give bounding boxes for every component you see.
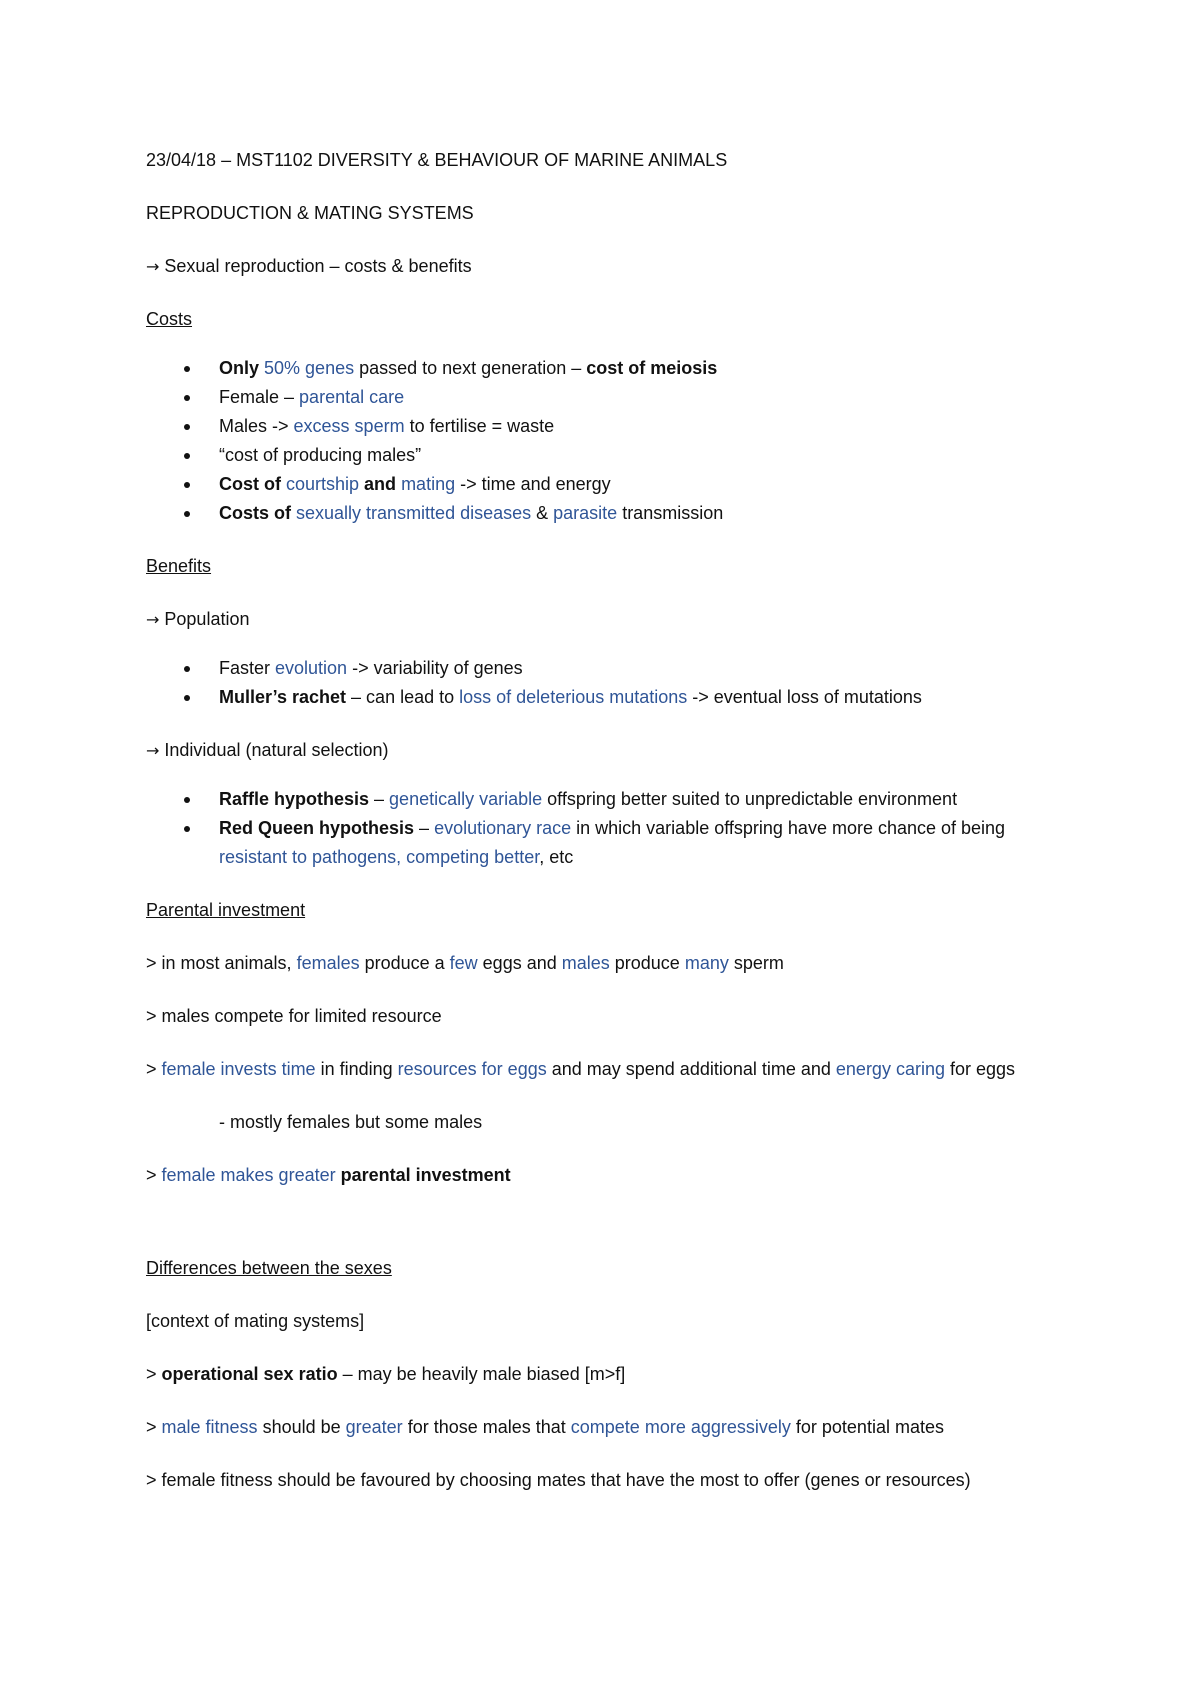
- text-run: Red Queen hypothesis: [219, 818, 415, 838]
- text-run: [context of mating systems]: [146, 1311, 365, 1331]
- text-run: transmission: [617, 503, 724, 523]
- list-item: [146, 383, 1066, 412]
- text-run: mating: [401, 474, 456, 494]
- bullet-icon: [184, 482, 190, 488]
- text-run: resistant to pathogens, competing better: [219, 847, 540, 867]
- text-run: should be: [257, 1417, 346, 1437]
- text-run: greater: [345, 1417, 403, 1437]
- text-run: Only: [219, 358, 265, 378]
- text-run: for those males that: [402, 1417, 571, 1437]
- bullet-icon: [184, 695, 190, 701]
- text-run: Faster: [219, 658, 276, 678]
- text-run: females: [296, 953, 360, 973]
- section-title: REPRODUCTION & MATING SYSTEMS: [146, 203, 474, 223]
- note-line: [146, 1002, 1066, 1031]
- text-run: sexually transmitted diseases: [296, 503, 532, 523]
- text-run: &: [531, 503, 554, 523]
- bullet-icon: [184, 797, 190, 803]
- text-run: Cost of: [219, 474, 286, 494]
- text-run: many: [684, 953, 729, 973]
- text-run: loss of deleterious mutations: [459, 687, 688, 707]
- text-run: –: [369, 789, 390, 809]
- list-item: [146, 654, 1066, 683]
- population-line: [146, 605, 1066, 634]
- intro-text: Sexual reproduction – costs & benefits: [159, 256, 472, 276]
- text-run: males: [561, 953, 610, 973]
- indent-note: - mostly females but some males: [219, 1112, 483, 1132]
- text-run: and may spend additional time and: [546, 1059, 836, 1079]
- text-run: produce: [609, 953, 685, 973]
- text-run: offspring better suited to unpredictable environment: [542, 789, 958, 809]
- text-run: -> variability of genes: [347, 658, 523, 678]
- text-run: in which variable offspring have more chance of being: [571, 818, 1006, 838]
- text-run: evolutionary race: [434, 818, 572, 838]
- intro-line: [146, 252, 1066, 281]
- bullet-icon: [184, 395, 190, 401]
- list-item: [146, 470, 1066, 499]
- list-item: [146, 499, 1066, 528]
- text-run: cost of meiosis: [586, 358, 718, 378]
- text-run: for eggs: [944, 1059, 1016, 1079]
- population-text: Population: [159, 609, 250, 629]
- list-item: [146, 785, 1066, 814]
- note-line: [146, 1413, 1066, 1442]
- text-run: – can lead to: [346, 687, 460, 707]
- text-run: > female fitness should be favoured by choosing mates that have the most to offer (genes or resources): [146, 1470, 971, 1490]
- text-run: 50% genes: [264, 358, 355, 378]
- text-run: > in most animals,: [146, 953, 297, 973]
- text-run: -> eventual loss of mutations: [687, 687, 922, 707]
- text-run: >: [146, 1059, 162, 1079]
- text-run: excess sperm: [293, 416, 405, 436]
- costs-heading: Costs: [146, 309, 193, 329]
- text-run: operational sex ratio: [161, 1364, 338, 1384]
- spacer: [146, 1214, 1066, 1254]
- text-run: Costs of: [219, 503, 297, 523]
- arrow-right-icon: →: [146, 257, 160, 276]
- text-run: sperm: [728, 953, 784, 973]
- individual-line: [146, 736, 1066, 765]
- list-item: [146, 412, 1066, 441]
- text-run: >: [146, 1364, 162, 1384]
- text-run: > males compete for limited resource: [146, 1006, 442, 1026]
- note-line: [146, 1055, 1066, 1084]
- note-line: [146, 1360, 1066, 1389]
- text-run: eggs and: [477, 953, 562, 973]
- text-run: >: [146, 1417, 162, 1437]
- text-run: compete more aggressively: [570, 1417, 791, 1437]
- arrow-right-icon: →: [146, 741, 160, 760]
- arrow-right-icon: →: [146, 610, 160, 629]
- text-run: >: [146, 1165, 162, 1185]
- parental-investment-conclusion: [146, 1161, 1066, 1190]
- text-run: male fitness: [161, 1417, 258, 1437]
- text-run: courtship: [286, 474, 360, 494]
- bullet-icon: [184, 511, 190, 517]
- costs-list: [146, 354, 1066, 528]
- bullet-icon: [184, 826, 190, 832]
- text-run: -> time and energy: [455, 474, 611, 494]
- bullet-icon: [184, 424, 190, 430]
- text-run: passed to next generation –: [354, 358, 587, 378]
- text-run: produce a: [359, 953, 450, 973]
- differences-heading: Differences between the sexes: [146, 1258, 392, 1278]
- bullet-icon: [184, 666, 190, 672]
- list-item: [146, 683, 1066, 712]
- bullet-icon: [184, 366, 190, 372]
- parental-investment-heading: Parental investment: [146, 900, 306, 920]
- text-run: Female –: [219, 387, 300, 407]
- note-line: [146, 949, 1066, 978]
- text-run: , etc: [539, 847, 574, 867]
- text-run: energy caring: [835, 1059, 945, 1079]
- text-run: –: [414, 818, 435, 838]
- text-run: – may be heavily male biased [m>f]: [337, 1364, 626, 1384]
- text-run: resources for eggs: [397, 1059, 547, 1079]
- bullet-icon: [184, 453, 190, 459]
- individual-text: Individual (natural selection): [159, 740, 389, 760]
- benefits-heading: Benefits: [146, 556, 212, 576]
- document-title: 23/04/18 – MST1102 DIVERSITY & BEHAVIOUR OF MARINE ANIMALS: [146, 150, 728, 170]
- list-item: [146, 354, 1066, 383]
- text-run: Males ->: [219, 416, 294, 436]
- note-line: [146, 1307, 1066, 1336]
- text-run: parasite: [553, 503, 618, 523]
- text-run: evolution: [275, 658, 348, 678]
- text-run: parental investment: [340, 1165, 511, 1185]
- text-run: and: [359, 474, 402, 494]
- text-run: few: [449, 953, 478, 973]
- text-run: parental care: [299, 387, 405, 407]
- text-run: female invests time: [161, 1059, 316, 1079]
- text-run: “cost of producing males”: [219, 445, 422, 465]
- differences-lines: [146, 1307, 1066, 1495]
- text-run: for potential mates: [790, 1417, 944, 1437]
- list-item: [146, 441, 1066, 470]
- individual-benefits-list: [146, 785, 1066, 872]
- text-run: Muller’s rachet: [219, 687, 347, 707]
- list-item: [146, 814, 1066, 872]
- text-run: Raffle hypothesis: [219, 789, 370, 809]
- population-benefits-list: [146, 654, 1066, 712]
- text-run: in finding: [315, 1059, 398, 1079]
- note-line: [146, 1466, 1066, 1495]
- text-run: female makes greater: [161, 1165, 336, 1185]
- parental-investment-lines: [146, 949, 1066, 1084]
- document-body: [146, 146, 1066, 1519]
- text-run: to fertilise = waste: [404, 416, 555, 436]
- text-run: genetically variable: [389, 789, 543, 809]
